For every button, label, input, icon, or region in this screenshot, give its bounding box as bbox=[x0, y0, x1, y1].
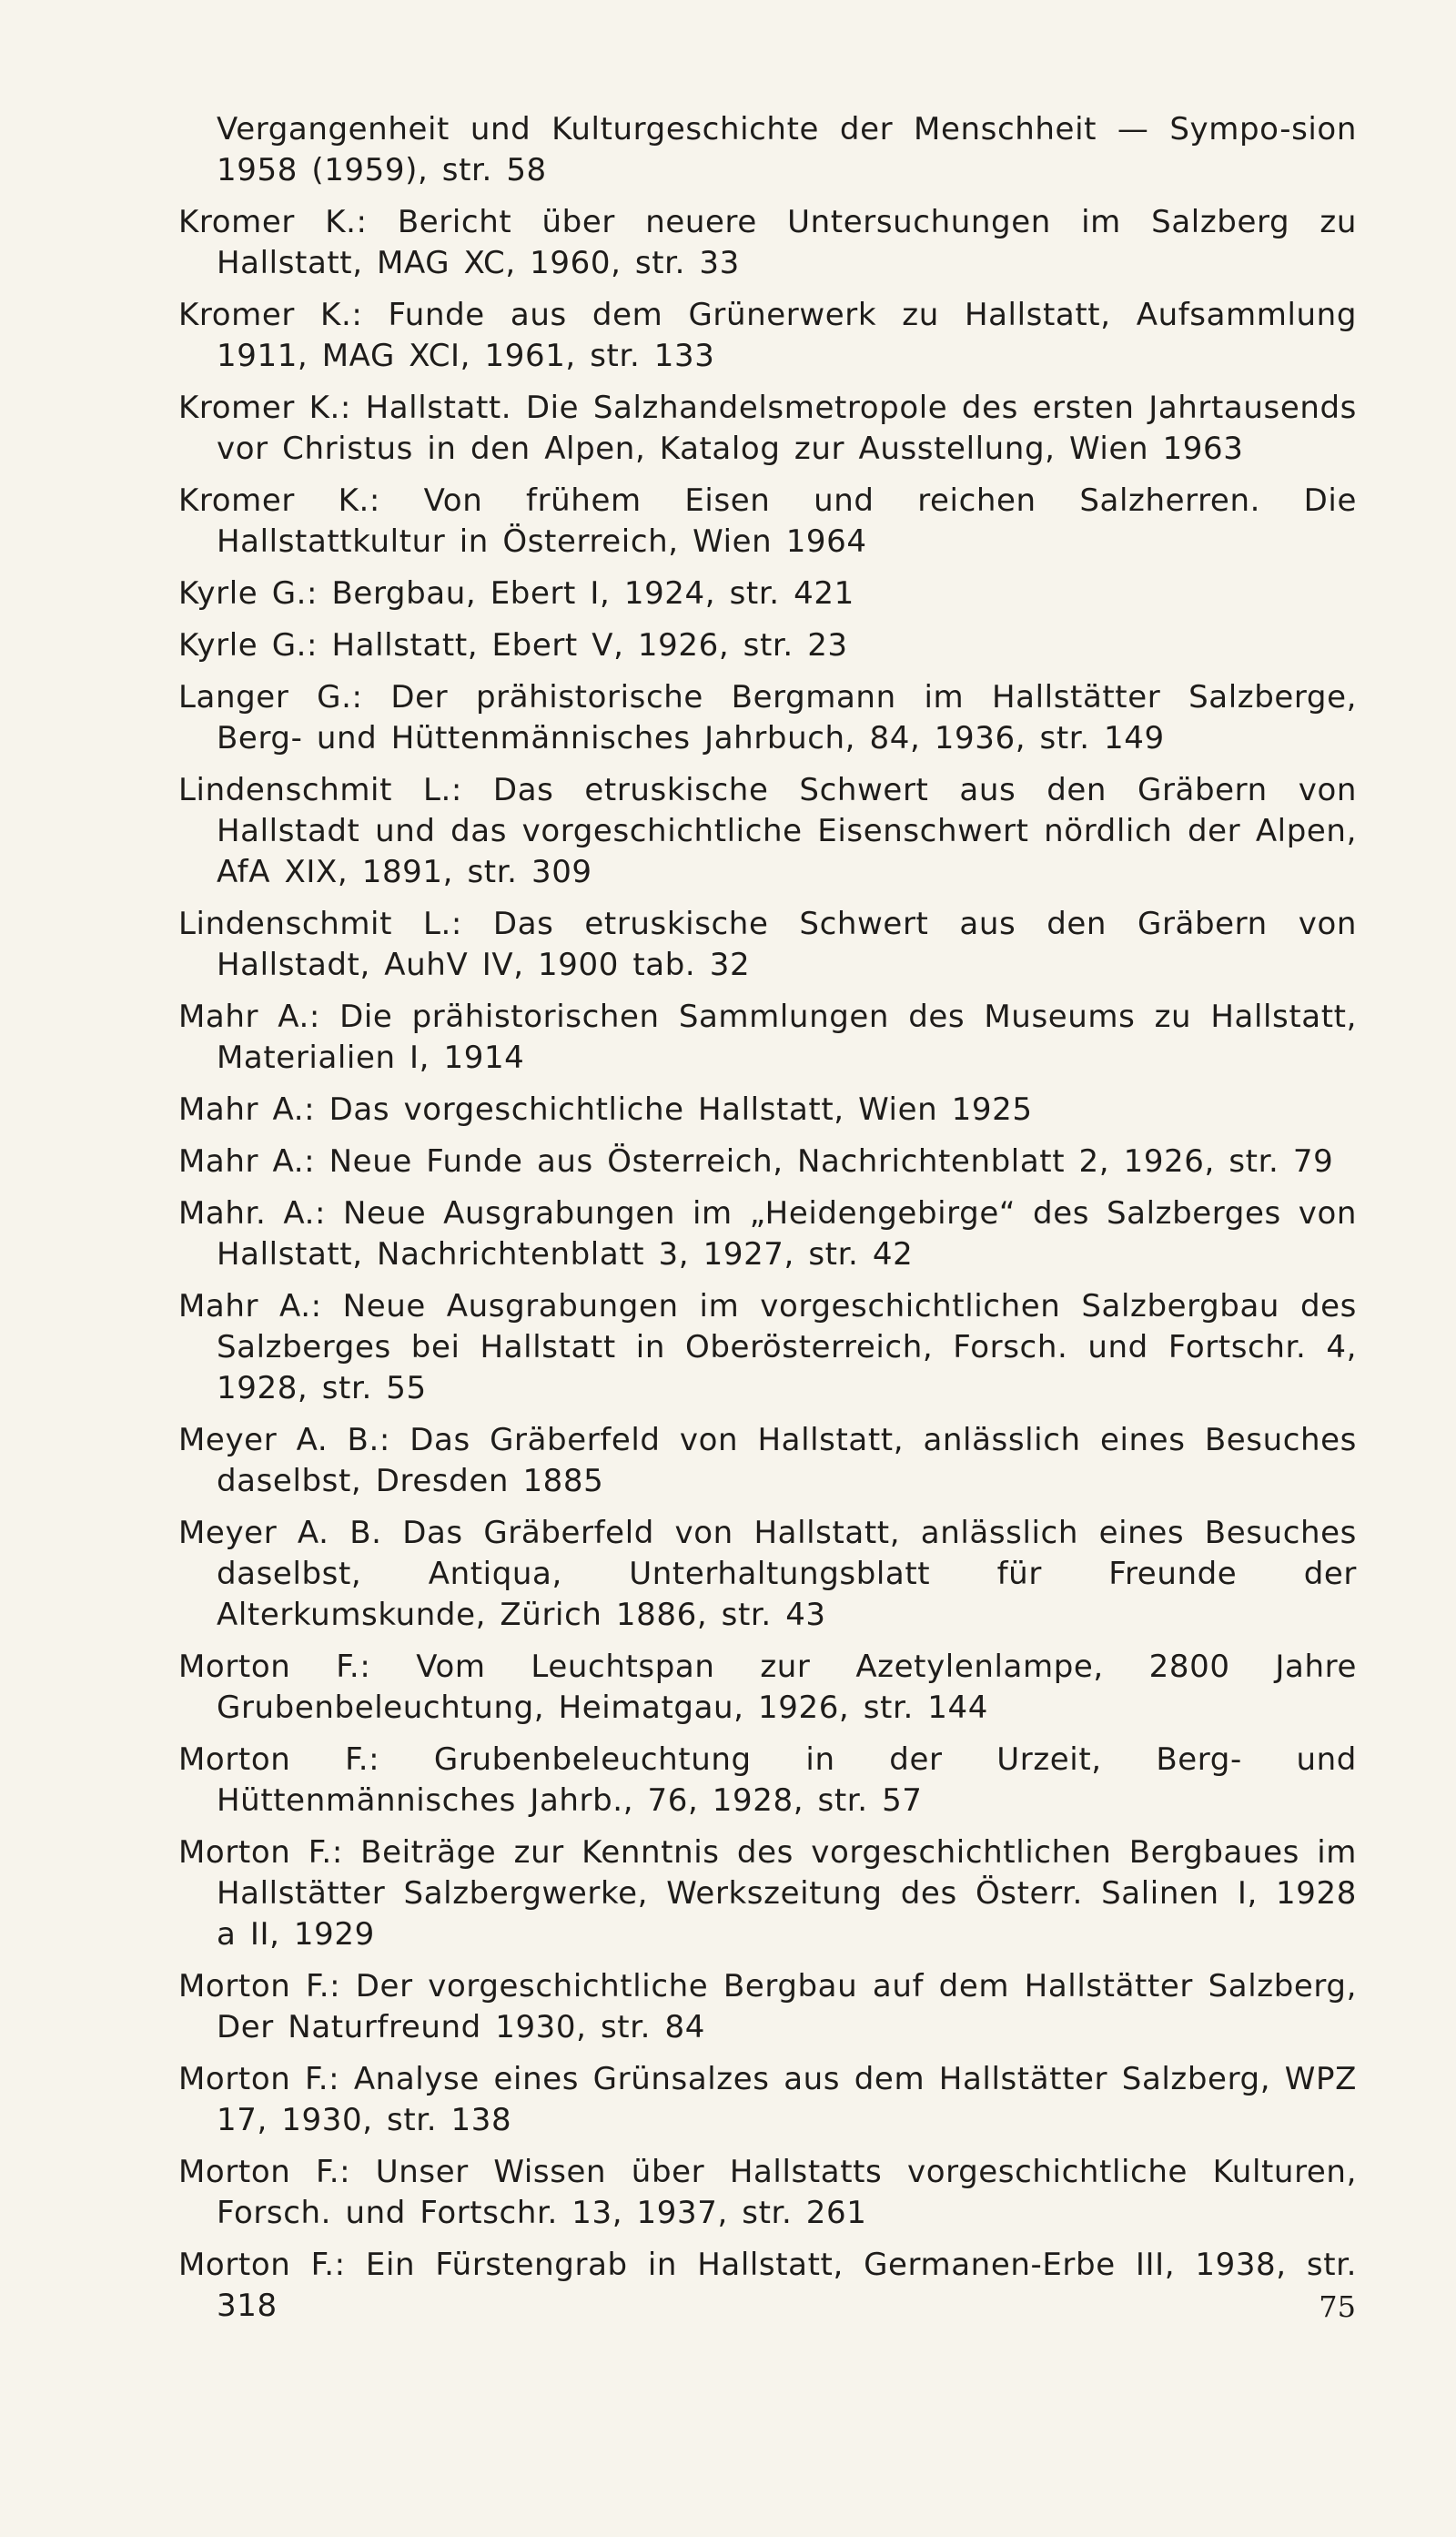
bibliography-entry: Mahr A.: Neue Ausgrabungen im vorgeschichtlichen Salzbergbau des Salzberges bei Hallstatt in Oberösterreich, Forsch. und Fortschr. 4, 1928, str. 55 bbox=[178, 1288, 1357, 1406]
bibliography-entry: Kyrle G.: Bergbau, Ebert I, 1924, str. 421 bbox=[178, 575, 854, 612]
bibliography-entry: Morton F.: Unser Wissen über Hallstatts vorgeschichtliche Kulturen, Forsch. und Fortschr. 13, 1937, str. 261 bbox=[178, 2154, 1357, 2231]
page-number: 75 bbox=[1319, 2289, 1356, 2324]
bibliography-list bbox=[178, 109, 1357, 2338]
bibliography-entry: Kyrle G.: Hallstatt, Ebert V, 1926, str. 23 bbox=[178, 627, 848, 664]
bibliography-entry: Morton F.: Analyse eines Grünsalzes aus dem Hallstätter Salzberg, WPZ 17, 1930, str. 138 bbox=[178, 2061, 1357, 2138]
bibliography-entry: Langer G.: Der prähistorische Bergmann im Hallstätter Salzberge, Berg- und Hüttenmännisches Jahrbuch, 84, 1936, str. 149 bbox=[178, 679, 1357, 756]
bibliography-entry: Mahr A.: Das vorgeschichtliche Hallstatt, Wien 1925 bbox=[178, 1091, 1033, 1128]
bibliography-entry: Kromer K.: Bericht über neuere Untersuchungen im Salzberg zu Hallstatt, MAG XC, 1960, str. 33 bbox=[178, 204, 1357, 281]
bibliography-entry: Lindenschmit L.: Das etruskische Schwert aus den Gräbern von Hallstadt und das vorgeschichtliche Eisenschwert nördlich der Alpen, AfA XIX, 1891, str. 309 bbox=[178, 772, 1357, 890]
bibliography-entry: Vergangenheit und Kulturgeschichte der Menschheit — Sympo-sion 1958 (1959), str. 58 bbox=[217, 111, 1357, 188]
bibliography-entry: Kromer K.: Funde aus dem Grünerwerk zu Hallstatt, Aufsammlung 1911, MAG XCI, 1961, str. 133 bbox=[178, 297, 1357, 374]
bibliography-entry: Meyer A. B. Das Gräberfeld von Hallstatt, anlässlich eines Besuches daselbst, Antiqua, Unterhaltungsblatt für Freunde der Alterkumskunde, Zürich 1886, str. 43 bbox=[178, 1515, 1357, 1633]
bibliography-entry: Morton F.: Grubenbeleuchtung in der Urzeit, Berg- und Hüttenmännisches Jahrb., 76, 1928, str. 57 bbox=[178, 1741, 1357, 1819]
bibliography-entry: Kromer K.: Hallstatt. Die Salzhandelsmetropole des ersten Jahrtausends vor Christus in den Alpen, Katalog zur Ausstellung, Wien 1963 bbox=[178, 390, 1357, 467]
bibliography-entry: Morton F.: Der vorgeschichtliche Bergbau auf dem Hallstätter Salzberg, Der Naturfreund 1930, str. 84 bbox=[178, 1968, 1357, 2045]
bibliography-entry: Lindenschmit L.: Das etruskische Schwert aus den Gräbern von Hallstadt, AuhV IV, 1900 tab. 32 bbox=[178, 906, 1357, 983]
bibliography-entry: Meyer A. B.: Das Gräberfeld von Hallstatt, anlässlich eines Besuches daselbst, Dresden 1885 bbox=[178, 1422, 1357, 1499]
bibliography-entry: Mahr A.: Neue Funde aus Österreich, Nachrichtenblatt 2, 1926, str. 79 bbox=[178, 1143, 1334, 1180]
bibliography-entry: Morton F.: Ein Fürstengrab in Hallstatt, Germanen-Erbe III, 1938, str. 318 bbox=[178, 2247, 1357, 2324]
bibliography-entry: Mahr. A.: Neue Ausgrabungen im „Heidengebirge“ des Salzberges von Hallstatt, Nachrichtenblatt 3, 1927, str. 42 bbox=[178, 1195, 1357, 1273]
bibliography-entry: Mahr A.: Die prähistorischen Sammlungen des Museums zu Hallstatt, Materialien I, 1914 bbox=[178, 999, 1357, 1076]
bibliography-entry: Kromer K.: Von frühem Eisen und reichen Salzherren. Die Hallstattkultur in Österreich, Wien 1964 bbox=[178, 482, 1357, 560]
bibliography-entry: Morton F.: Beiträge zur Kenntnis des vorgeschichtlichen Bergbaues im Hallstätter Salzbergwerke, Werkszeitung des Österr. Salinen I, 1928 a II, 1929 bbox=[178, 1834, 1357, 1953]
bibliography-entry: Morton F.: Vom Leuchtspan zur Azetylenlampe, 2800 Jahre Grubenbeleuchtung, Heimatgau, 1926, str. 144 bbox=[178, 1649, 1357, 1726]
